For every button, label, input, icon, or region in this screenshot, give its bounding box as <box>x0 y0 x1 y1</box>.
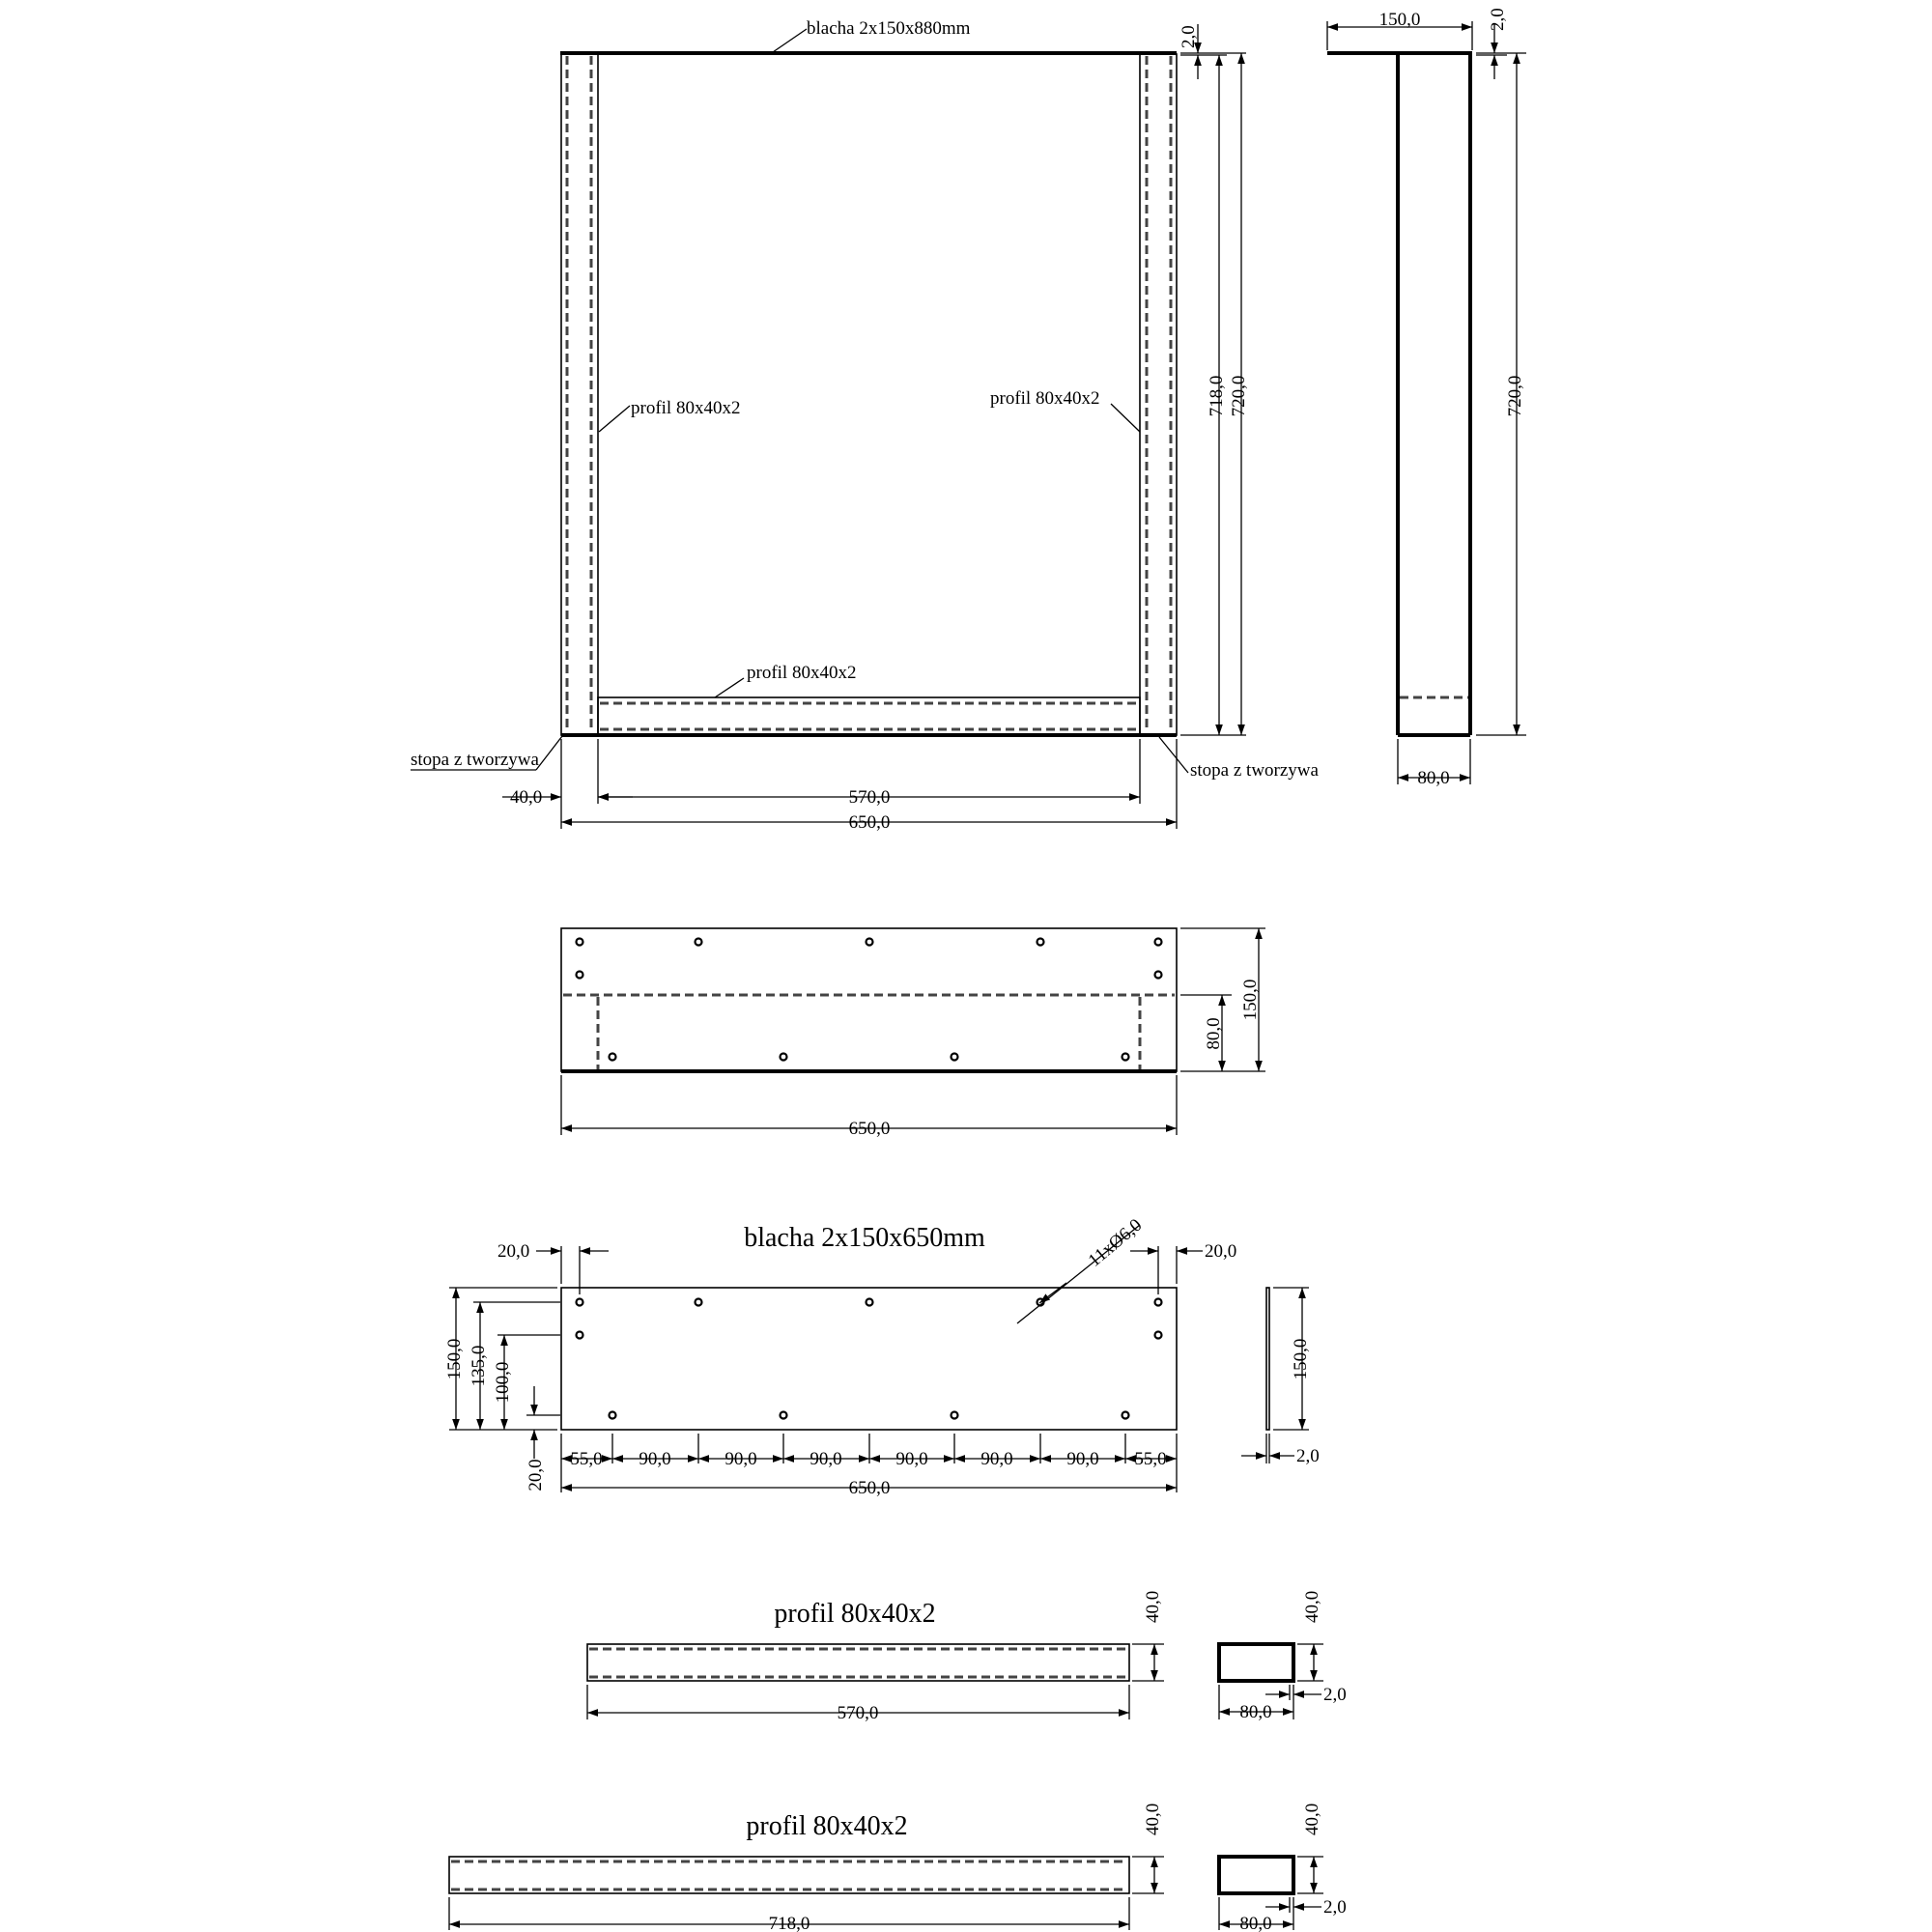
dim-p1-h: 40,0 <box>1143 1590 1163 1623</box>
hole <box>577 972 583 979</box>
dim-plate-side-h: 150,0 <box>1291 1338 1311 1380</box>
profile-570-outline <box>587 1644 1129 1681</box>
profile-570-section <box>1219 1644 1293 1681</box>
dim-side-top-w: 150,0 <box>1378 10 1421 30</box>
profile-title-long: profil 80x40x2 <box>746 1811 908 1841</box>
label-foot-right: stopa z tworzywa <box>1190 760 1319 781</box>
label-holes-callout: 11xØ6,0 <box>1084 1214 1147 1271</box>
dim-side-w: 80,0 <box>1417 768 1450 788</box>
dim-front-h-outer: 720,0 <box>1229 375 1249 417</box>
hole <box>1155 1332 1162 1339</box>
plate-holes <box>577 1299 1162 1419</box>
dim-plate-h-20: 20,0 <box>526 1459 546 1492</box>
label-profile-bottom: profil 80x40x2 <box>747 663 857 683</box>
hole <box>696 1299 702 1306</box>
profile-570-view <box>587 1591 1347 1723</box>
dim-plate-spacing: 90,0 <box>1066 1449 1099 1469</box>
dim-plate-w: 650,0 <box>848 1478 891 1498</box>
hole <box>577 1299 583 1306</box>
hole <box>867 1299 873 1306</box>
dim-plate-spacing: 55,0 <box>1134 1449 1167 1469</box>
dim-plate-edge-left: 20,0 <box>497 1241 530 1262</box>
dim-plate-h-135: 135,0 <box>469 1345 489 1387</box>
dim-plate-h: 150,0 <box>444 1338 465 1380</box>
dim-plate-side-thk: 2,0 <box>1296 1446 1320 1466</box>
hole <box>577 1332 583 1339</box>
hole <box>952 1054 958 1061</box>
profile-title-short: profil 80x40x2 <box>774 1599 936 1629</box>
hole <box>781 1054 787 1061</box>
dim-plan-h-profile: 80,0 <box>1204 1017 1224 1050</box>
plate-outline <box>561 1288 1177 1430</box>
dim-front-w-total: 650,0 <box>848 812 891 833</box>
label-top-plate: blacha 2x150x880mm <box>807 18 971 39</box>
plate-side-section <box>1266 1288 1269 1430</box>
dim-plate-spacing: 90,0 <box>810 1449 842 1469</box>
hole <box>781 1412 787 1419</box>
hole <box>610 1412 616 1419</box>
dim-plate-spacing: 90,0 <box>639 1449 671 1469</box>
dim-front-w-inner: 570,0 <box>848 787 891 808</box>
label-foot-left: stopa z tworzywa <box>411 750 539 770</box>
dim-plate-spacing: 90,0 <box>895 1449 928 1469</box>
dim-side-h: 720,0 <box>1505 375 1525 417</box>
plate-view <box>444 1215 1320 1498</box>
dim-plate-edge-right: 20,0 <box>1205 1241 1237 1262</box>
front-bottom-profile <box>598 697 1140 735</box>
hole <box>610 1054 616 1061</box>
plan-holes <box>577 939 1162 1061</box>
plan-view <box>561 928 1265 1139</box>
hole <box>1155 972 1162 979</box>
dim-plate-spacing: 90,0 <box>724 1449 757 1469</box>
dim-p1-sec-w: 80,0 <box>1239 1702 1272 1722</box>
label-profile-right: profil 80x40x2 <box>990 388 1100 409</box>
hole <box>1037 939 1044 946</box>
side-view <box>1327 8 1526 788</box>
dim-plate-spacing: 90,0 <box>980 1449 1013 1469</box>
dim-p2-len: 718,0 <box>768 1914 810 1932</box>
hole <box>952 1412 958 1419</box>
dim-side-top-thk: 2,0 <box>1488 8 1508 31</box>
dim-front-w-leg: 40,0 <box>510 787 543 808</box>
hole <box>696 939 702 946</box>
dim-p2-sec-w: 80,0 <box>1239 1914 1272 1932</box>
dim-plan-w: 650,0 <box>848 1119 891 1139</box>
hole <box>867 939 873 946</box>
dim-front-top-thk: 2,0 <box>1179 25 1199 48</box>
dim-p2-sec-thk: 2,0 <box>1323 1897 1347 1918</box>
dim-p1-sec-h: 40,0 <box>1302 1590 1322 1623</box>
dim-plan-h-total: 150,0 <box>1240 979 1261 1021</box>
dim-plate-spacing: 55,0 <box>570 1449 603 1469</box>
hole <box>1122 1054 1129 1061</box>
plate-title: blacha 2x150x650mm <box>744 1223 985 1253</box>
hole <box>577 939 583 946</box>
dim-front-h-inner: 718,0 <box>1207 375 1227 417</box>
front-view <box>411 18 1320 833</box>
hole <box>1122 1412 1129 1419</box>
hole <box>1155 1299 1162 1306</box>
dim-plate-h-100: 100,0 <box>493 1361 513 1404</box>
dim-p2-sec-h: 40,0 <box>1302 1803 1322 1835</box>
dim-p2-h: 40,0 <box>1143 1803 1163 1835</box>
hole <box>1155 939 1162 946</box>
dim-p1-sec-thk: 2,0 <box>1323 1685 1347 1705</box>
profile-718-section <box>1219 1857 1293 1893</box>
dim-p1-len: 570,0 <box>837 1703 879 1723</box>
plan-outline <box>561 928 1177 1071</box>
profile-718-view <box>449 1804 1347 1932</box>
label-profile-left: profil 80x40x2 <box>631 398 741 418</box>
